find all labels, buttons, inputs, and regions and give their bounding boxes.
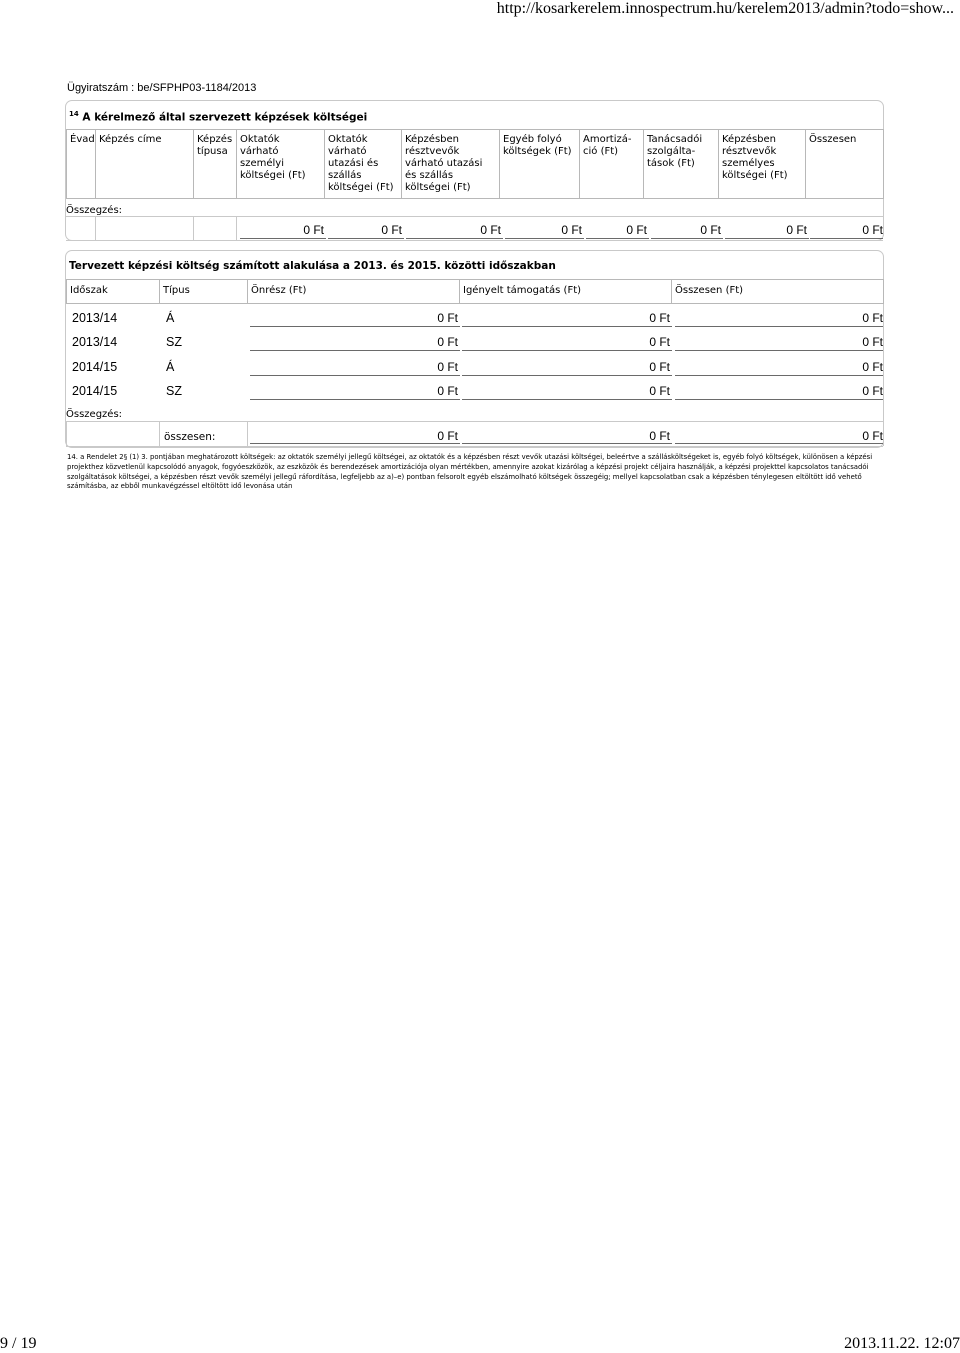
period-header-table	[66, 279, 884, 304]
summary-value-oktatok-szemelyi: 0 Ft	[303, 223, 324, 237]
row-idoszak: 2014/15	[72, 360, 118, 374]
total-igenyelt-underline	[462, 443, 672, 444]
total-osszesen: 0 Ft	[862, 429, 883, 443]
period-summary-label: Összegzés:	[66, 409, 123, 420]
row-igenyelt-underline	[462, 375, 672, 376]
totals-row-div-2	[247, 421, 248, 446]
row-osszesen: 0 Ft	[862, 311, 883, 325]
footnote-text: 14. a Rendelet 2§ (1) 3. pontjában meghatározott költségek: az oktatók személyi jellegű költségei, az oktatók és a képzésben részt vevők utazási költségei, beleértve a szállásköltségeket is, egyéb folyó költségek, különösen a képzési projekthez közvetlenül kapcsolódó anyagok, fogyóeszközök, az eszközök és berendezések amortizációja olyan mértékben, amennyire azokat kizárólag a képzési projekt céljaira használják, a képzési projekttel kapcsolatos tanácsadói szolgáltatások költségei, a képzésben részt vevők személyi jellegű ráfordítása, legfeljebb az a)–e) pontban felsorolt egyéb elszámolható költségek összegéig; mellyel kapcsolatban csak a képzésben ténylegesen eltöltött idő vehető számításba, az ebből munkavégzéssel eltöltött idő levonása után	[67, 453, 873, 491]
row-onresz: 0 Ft	[437, 360, 458, 374]
footnote-mark: 14	[69, 110, 79, 118]
page-url: http://kosarkerelem.innospectrum.hu/kerelem2013/admin?todo=show...	[496, 0, 954, 17]
costs-section-title-text: A kérelmező által szervezett képzések költségei	[82, 111, 368, 124]
row-onresz-underline	[250, 375, 460, 376]
page-number: 9 / 19	[0, 1335, 37, 1352]
row-onresz: 0 Ft	[437, 311, 458, 325]
summary-underline-2	[328, 238, 404, 239]
summary-row-bottom	[66, 240, 883, 241]
col-tanacsadoi: Tanácsadói szolgálta- tások (Ft)	[644, 130, 719, 199]
row-osszesen-underline	[675, 375, 883, 376]
col-onresz: Önrész (Ft)	[248, 280, 460, 304]
summary-row-div-3	[236, 216, 237, 240]
summary-value-oktatok-utazasi: 0 Ft	[381, 223, 402, 237]
summary-row-div-1	[95, 216, 96, 240]
page-datetime: 2013.11.22. 12:07	[844, 1335, 960, 1352]
totals-row-top	[66, 421, 883, 422]
col-idoszak: Időszak	[67, 280, 160, 304]
summary-underline-5	[586, 238, 649, 239]
row-tipus: Á	[166, 360, 175, 374]
row-idoszak: 2014/15	[72, 384, 118, 398]
summary-label: Összegzés:	[66, 205, 123, 216]
summary-row-top	[66, 216, 883, 217]
row-tipus: SZ	[166, 335, 182, 349]
summary-value-tanacsadoi: 0 Ft	[700, 223, 721, 237]
row-tipus: SZ	[166, 384, 182, 398]
row-igenyelt: 0 Ft	[649, 311, 670, 325]
totals-row-div	[159, 421, 160, 446]
row-igenyelt-underline	[462, 350, 672, 351]
col-egyeb-folyo: Egyéb folyó költségek (Ft)	[500, 130, 580, 199]
row-onresz-underline	[250, 399, 460, 400]
col-amortizacio: Amortizá- ció (Ft)	[580, 130, 644, 199]
summary-underline-6	[651, 238, 723, 239]
row-igenyelt: 0 Ft	[649, 360, 670, 374]
row-osszesen: 0 Ft	[862, 360, 883, 374]
totals-label: összesen:	[164, 431, 216, 443]
row-igenyelt: 0 Ft	[649, 384, 670, 398]
row-igenyelt-underline	[462, 326, 672, 327]
summary-value-osszesen: 0 Ft	[862, 223, 883, 237]
col-kepzes-tipusa: Képzés típusa	[194, 130, 237, 199]
summary-value-resztvevok-szemelyes: 0 Ft	[786, 223, 807, 237]
total-osszesen-underline	[675, 443, 883, 444]
col-igenyelt: Igényelt támogatás (Ft)	[460, 280, 672, 304]
totals-row-bottom	[66, 446, 883, 447]
summary-value-resztvevok-utazasi: 0 Ft	[480, 223, 501, 237]
row-onresz: 0 Ft	[437, 384, 458, 398]
row-osszesen: 0 Ft	[862, 335, 883, 349]
total-onresz-underline	[250, 443, 460, 444]
col-tipus: Típus	[160, 280, 248, 304]
total-onresz: 0 Ft	[437, 429, 458, 443]
summary-value-egyeb-folyo: 0 Ft	[561, 223, 582, 237]
col-evad: Évad	[67, 130, 96, 199]
summary-underline-4	[505, 238, 584, 239]
row-igenyelt-underline	[462, 399, 672, 400]
summary-value-amortizacio: 0 Ft	[626, 223, 647, 237]
row-idoszak: 2013/14	[72, 311, 118, 325]
costs-section-title	[69, 110, 367, 124]
col-oktatok-szemelyi: Oktatók várható személyi költségei (Ft)	[237, 130, 325, 199]
col-oktatok-utazasi: Oktatók várható utazási és szállás költségei (Ft)	[325, 130, 402, 199]
summary-underline-7	[725, 238, 809, 239]
row-onresz-underline	[250, 326, 460, 327]
row-onresz: 0 Ft	[437, 335, 458, 349]
summary-underline-3	[406, 238, 503, 239]
ugyiratszam: Ügyiratszám : be/SFPHP03-1184/2013	[67, 82, 257, 94]
row-onresz-underline	[250, 350, 460, 351]
row-osszesen: 0 Ft	[862, 384, 883, 398]
row-osszesen-underline	[675, 350, 883, 351]
row-idoszak: 2013/14	[72, 335, 118, 349]
row-tipus: Á	[166, 311, 175, 325]
totals-row-left	[66, 421, 67, 446]
row-igenyelt: 0 Ft	[649, 335, 670, 349]
costs-header-table	[66, 129, 884, 199]
summary-underline-8	[810, 238, 883, 239]
col-resztvevok-szemelyes: Képzésben résztvevők személyes költségei (Ft)	[719, 130, 806, 199]
totals-row-right	[883, 421, 884, 446]
row-osszesen-underline	[675, 399, 883, 400]
row-osszesen-underline	[675, 326, 883, 327]
col-resztvevok-utazasi: Képzésben résztvevők várható utazási és szállás költségei (Ft)	[402, 130, 500, 199]
summary-row-div-2	[193, 216, 194, 240]
col-kepzes-cime: Képzés címe	[96, 130, 194, 199]
col-osszesen: Összesen	[806, 130, 884, 199]
col-osszesen-ft: Összesen (Ft)	[672, 280, 884, 304]
summary-underline-1	[240, 238, 326, 239]
total-igenyelt: 0 Ft	[649, 429, 670, 443]
period-section-title: Tervezett képzési költség számított alakulása a 2013. és 2015. közötti időszakban	[69, 260, 556, 272]
